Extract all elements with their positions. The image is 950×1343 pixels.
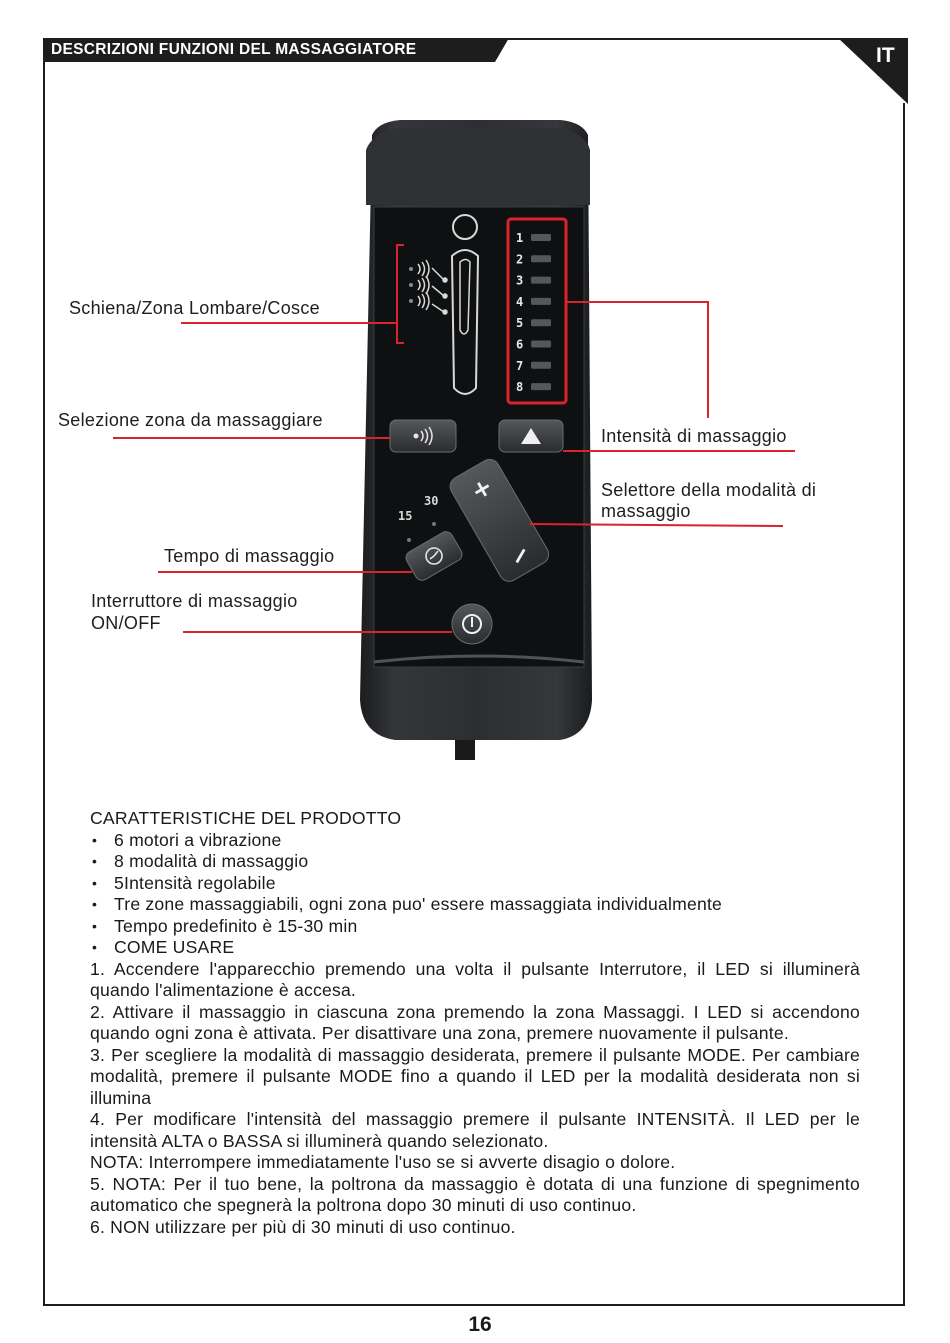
intensity-level-label: 3 [516,273,524,288]
timer-30-label: 30 [424,494,439,508]
feature-item: • 6 motori a vibrazione [90,830,860,852]
intensity-led [531,277,551,284]
feature-item: • 8 modalità di massaggio [90,851,860,873]
timer-15-label: 15 [398,509,413,523]
features-heading: CARATTERISTICHE DEL PRODOTTO [90,808,402,828]
instruction-step: 4. Per modificare l'intensità del massaggio premere il pulsante INTENSITÀ. Il LED per le intensità ALTA o BASSA si illuminerà quando selezionato. [90,1109,860,1151]
intensity-level-label: 5 [516,316,524,331]
intensity-led [531,234,551,241]
intensity-led [531,362,551,369]
intensity-led [531,383,551,390]
intensity-level-label: 1 [516,231,524,245]
callout-power-line2: ON/OFF [91,613,161,633]
instruction-step: 1. Accendere l'apparecchio premendo una volta il pulsante Interrutore, il LED si illuminerà quando l'alimentazione è accesa. [90,958,860,1000]
instruction-step: 3. Per scegliere la modalità di massaggio desiderata, premere il pulsante MODE. Per cambiare modalità, premere il pulsante MODE fino a quando il LED per la modalità desiderata non si illumina [90,1044,860,1108]
instruction-step: 6. NON utilizzare per più di 30 minuti di uso continuo. [90,1216,516,1237]
intensity-level-label: 4 [516,294,524,309]
callout-mode-selector-line1: Selettore della modalità di [601,480,817,500]
plus-icon: + [466,471,498,507]
intensity-led [531,255,551,262]
intensity-level-label: 8 [516,380,524,395]
feature-item: • COME USARE [90,937,860,959]
intensity-led [531,319,551,326]
intensity-level-label: 7 [516,358,524,373]
feature-item: • 5Intensità regolabile [90,873,860,895]
callout-power-line1: Interruttore di massaggio [91,591,298,611]
frame-bottom-border [43,1304,905,1306]
minus-icon: − [503,540,538,572]
intensity-level-label: 2 [516,252,524,267]
callout-mode-selector-line2: massaggio [601,501,691,521]
features-list [90,830,860,959]
product-description [90,808,860,1238]
intensity-led [531,298,551,305]
instruction-step: 5. NOTA: Per il tuo bene, la poltrona da massaggio è dotata di una funzione di spegnimento automatico che spegnerà la poltrona dopo 30 minuti di uso continuo. [90,1173,860,1215]
feature-item: • Tempo predefinito è 15-30 min [90,916,860,938]
section-title: DESCRIZIONI FUNZIONI DEL MASSAGGIATORE [51,41,417,58]
feature-item: • Tre zone massaggiabili, ogni zona puo' essere massaggiata individualmente [90,894,860,916]
callout-back-zone: Schiena/Zona Lombare/Cosce [69,298,320,318]
callout-time: Tempo di massaggio [164,546,335,566]
page-number: 16 [468,1313,492,1336]
language-label: IT [876,44,895,67]
intensity-level-label: 6 [516,337,524,352]
callout-intensity: Intensità di massaggio [601,426,787,446]
intensity-led [531,341,551,348]
instruction-note: NOTA: Interrompere immediatamente l'uso se si avverte disagio o dolore. [90,1152,676,1172]
instruction-step: 2. Attivare il massaggio in ciascuna zona premendo la zona Massaggi. I LED si accendono quando ogni zona è attivata. Per disattivare una zona, premere nuovamente il pulsante. [90,1001,860,1043]
callout-zone-select: Selezione zona da massaggiare [58,410,323,430]
